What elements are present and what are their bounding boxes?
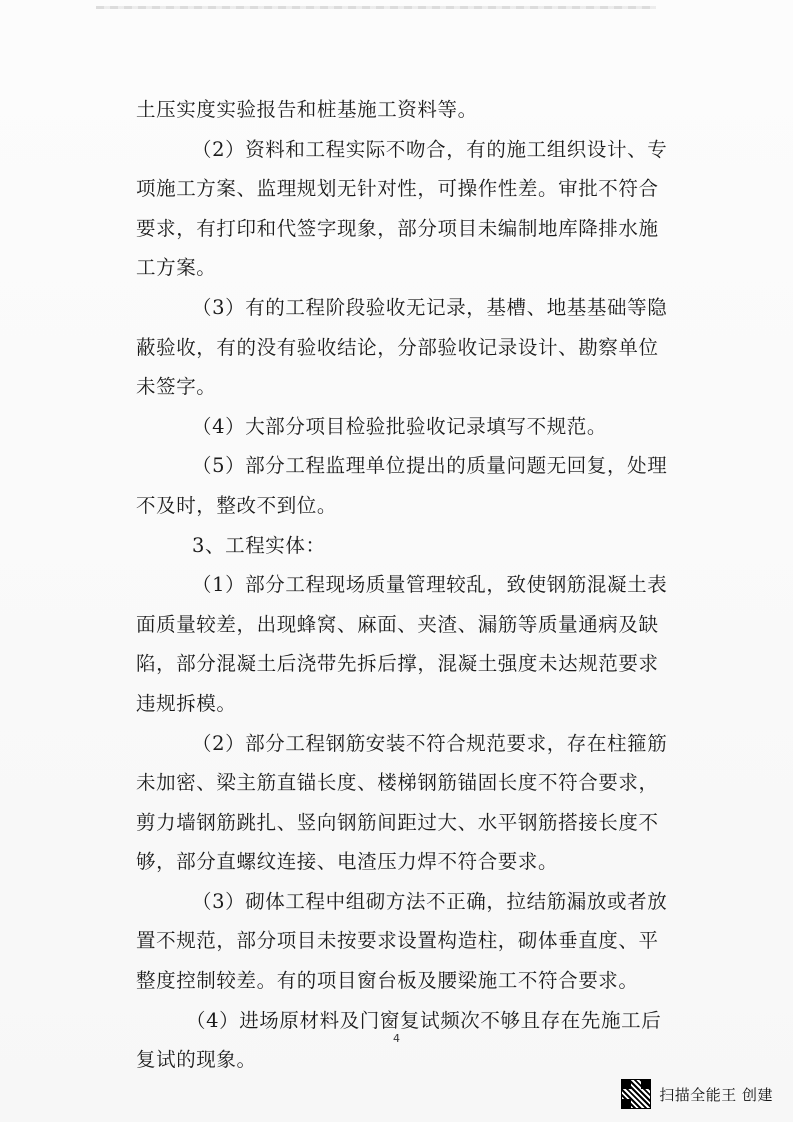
text-line: 未加密、梁主筋直锚长度、楼梯钢筋锚固长度不符合要求， xyxy=(136,771,659,795)
text-line: 复试的现象。 xyxy=(136,1048,257,1072)
text-line: 工方案。 xyxy=(136,256,217,280)
text-line: 蔽验收，有的没有验收结论，分部验收记录设计、勘察单位 xyxy=(136,335,659,359)
text-line: （1）部分工程现场质量管理较乱，致使钢筋混凝土表 xyxy=(192,573,668,597)
text-line: 够，部分直螺纹连接、电渣压力焊不符合要求。 xyxy=(136,850,559,874)
scanner-watermark xyxy=(621,1078,773,1110)
text-line: （3）砌体工程中组砌方法不正确，拉结筋漏放或者放 xyxy=(192,889,668,913)
text-line: （2）部分工程钢筋安装不符合规范要求，存在柱箍筋 xyxy=(192,731,668,755)
text-line: 未签字。 xyxy=(136,375,217,399)
text-line: 项施工方案、监理规划无针对性，可操作性差。审批不符合 xyxy=(136,177,659,201)
text-line: 违规拆模。 xyxy=(136,691,237,715)
scan-edge-artifact xyxy=(96,6,656,9)
text-line: （4）大部分项目检验批验收记录填写不规范。 xyxy=(192,414,608,438)
text-line: 土压实度实验报告和桩基施工资料等。 xyxy=(136,98,478,121)
text-line: 不及时，整改不到位。 xyxy=(136,493,338,517)
watermark-text: 扫描全能王 创建 xyxy=(659,1085,773,1104)
qr-code-icon xyxy=(621,1079,651,1109)
text-line: （3）有的工程阶段验收无记录，基槽、地基基础等隐 xyxy=(192,295,668,319)
text-line: 置不规范，部分项目未按要求设置构造柱，砌体垂直度、平 xyxy=(136,929,659,953)
text-line: （5）部分工程监理单位提出的质量问题无回复，处理 xyxy=(192,454,668,478)
text-line: 陷，部分混凝土后浇带先拆后撑，混凝土强度未达规范要求 xyxy=(136,652,659,676)
page-number: 4 xyxy=(393,1032,400,1045)
document-body xyxy=(136,90,700,1080)
text-line: 整度控制较差。有的项目窗台板及腰梁施工不符合要求。 xyxy=(136,969,639,993)
text-line: 要求，有打印和代签字现象，部分项目未编制地库降排水施 xyxy=(136,216,659,240)
text-line: （2）资料和工程实际不吻合，有的施工组织设计、专 xyxy=(192,137,668,161)
text-line: （4）进场原材料及门窗复试频次不够且存在先施工后 xyxy=(186,1008,662,1032)
text-line: 剪力墙钢筋跳扎、竖向钢筋间距过大、水平钢筋搭接长度不 xyxy=(136,810,659,834)
text-line: 3、工程实体： xyxy=(192,533,326,557)
text-line: 面质量较差，出现蜂窝、麻面、夹渣、漏筋等质量通病及缺 xyxy=(136,612,659,636)
